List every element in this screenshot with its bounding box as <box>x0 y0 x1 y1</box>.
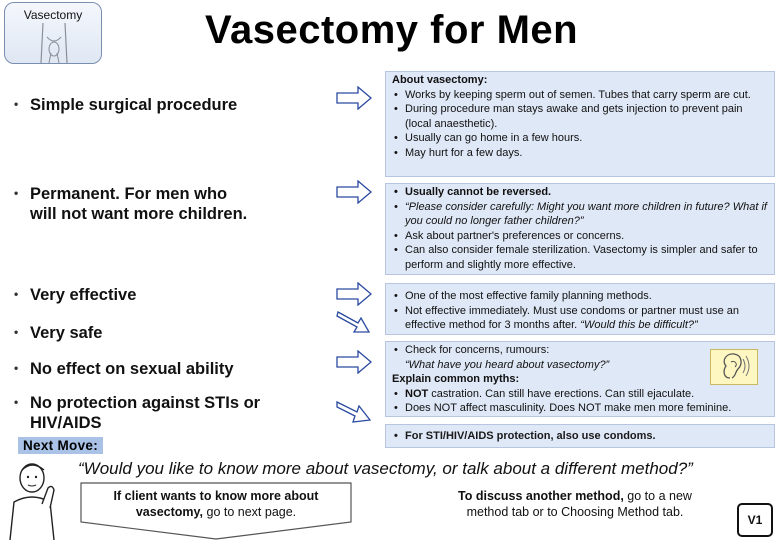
right-arrow-icon <box>336 310 372 336</box>
right-arrow-icon <box>336 396 372 424</box>
condoms-item: • For STI/HIV/AIDS protection, also use condoms. <box>392 429 768 444</box>
vasectomy-tab[interactable] <box>4 2 102 64</box>
explain-myths-heading: Explain common myths: <box>392 373 520 385</box>
myth-item: • NOT castration. Can still have erections. Can still ejaculate. <box>392 387 768 402</box>
effective-item: • One of the most effective family planning methods. <box>392 289 768 304</box>
page-badge: V1 <box>737 503 773 537</box>
partner-item: • Ask about partner's preferences or concerns. <box>392 229 768 244</box>
about-item: • May hurt for a few days. <box>392 146 768 161</box>
counselor-figure-icon <box>2 460 74 540</box>
bullet-very-effective: • Very effective <box>14 286 137 304</box>
myth-item: • Does NOT affect masculinity. Does NOT make men more feminine. <box>392 401 768 416</box>
about-vasectomy-box <box>385 71 775 177</box>
next-move-label: Next Move: <box>18 437 103 454</box>
rumour-question: “What have you heard about vasectomy?” <box>405 358 610 371</box>
effectiveness-box <box>385 283 775 335</box>
next-move-question: “Would you like to know more about vasectomy, or talk about a different method?” <box>78 459 693 478</box>
female-sterilization-item: • Can also consider female sterilization. Vasectomy is simpler and safer to perform and slightly more effective. <box>392 243 768 272</box>
ear-icon <box>711 350 757 384</box>
bullet-very-safe: • Very safe <box>14 324 103 342</box>
about-heading: About vasectomy: <box>392 74 488 86</box>
bullet-permanent: • Permanent. For men who will not want more children. <box>14 185 248 223</box>
right-arrow-icon <box>336 282 372 306</box>
bullet-no-effect-sexual: • No effect on sexual ability <box>14 360 234 378</box>
right-arrow-icon <box>336 86 372 110</box>
about-item: • During procedure man stays awake and gets injection to prevent pain (local anaesthetic). <box>392 102 768 131</box>
not-reversed-item: • Usually cannot be reversed. <box>392 185 768 200</box>
bullet-no-sti-protection: • No protection against STIs or HIV/AIDS <box>14 394 261 432</box>
effective-item: • Not effective immediately. Must use condoms or partner must use an effective method for 3 months after. “Would this be difficult?” <box>392 304 768 333</box>
another-method-callout[interactable] <box>412 482 738 528</box>
bullet-simple: • Simple surgical procedure <box>14 96 238 114</box>
more-about-text: If client wants to know more about vasectomy, go to next page. <box>113 489 319 519</box>
male-figure-icon <box>33 23 75 63</box>
another-method-text: To discuss another method, go to a new method tab or to Choosing Method tab. <box>458 489 692 519</box>
tab-label: Vasectomy <box>23 8 83 22</box>
permanent-box <box>385 183 775 275</box>
sti-box <box>385 424 775 448</box>
difficult-question: “Would this be difficult?” <box>580 319 698 331</box>
ear-icon-frame <box>710 349 758 385</box>
right-arrow-icon <box>336 350 372 374</box>
consider-carefully-item: • “Please consider carefully: Might you want more children in future? What if you could no longer father children?” <box>392 200 768 229</box>
page-title: Vasectomy for Men <box>205 8 579 52</box>
more-about-vasectomy-callout[interactable] <box>80 482 352 540</box>
right-arrow-icon <box>336 180 372 204</box>
about-item: • Usually can go home in a few hours. <box>392 131 768 146</box>
about-item: • Works by keeping sperm out of semen. Tubes that carry sperm are cut. <box>392 88 768 103</box>
check-concerns-item: • Check for concerns, rumours: “What have you heard about vasectomy?” <box>392 343 768 372</box>
